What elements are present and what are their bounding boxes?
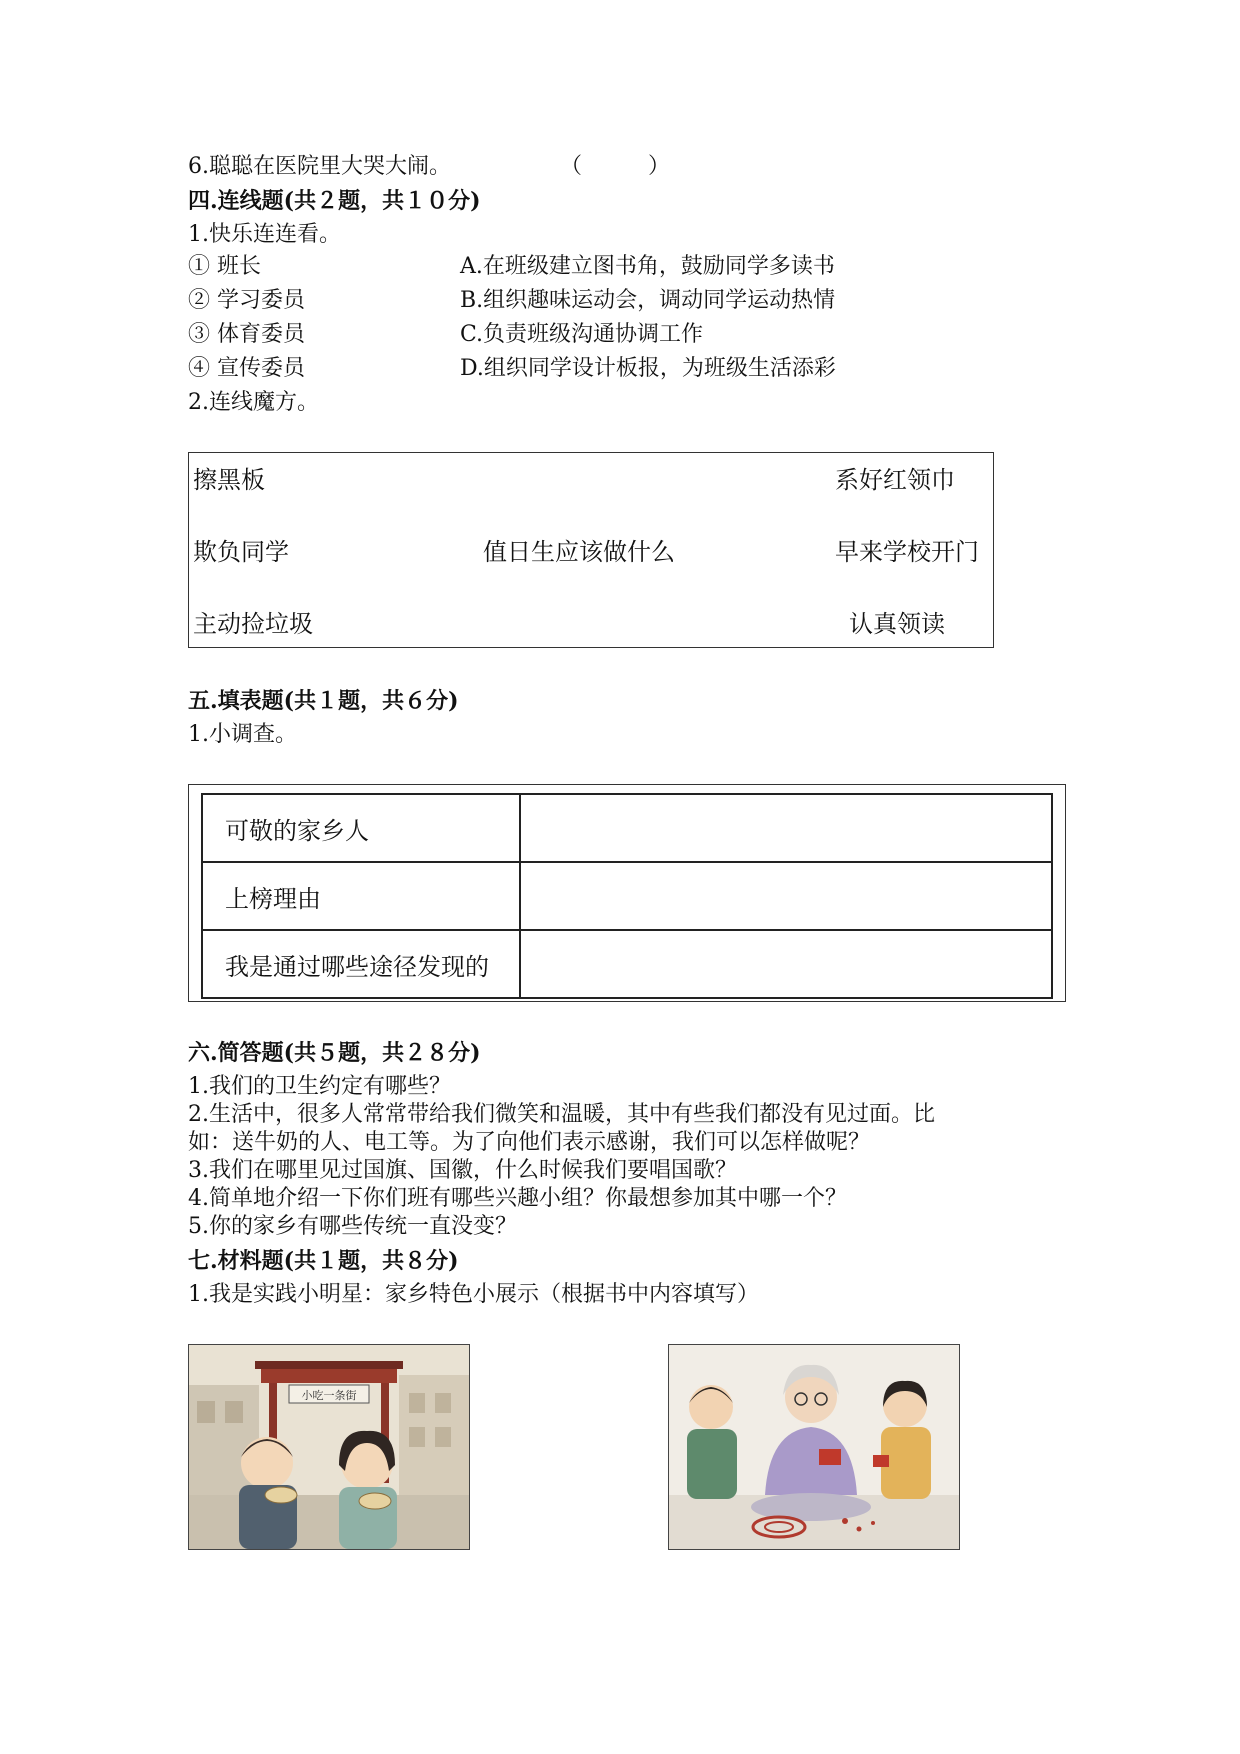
survey-table-frame bbox=[188, 784, 1066, 1002]
survey-row-label: 我是通过哪些途径发现的 bbox=[202, 930, 520, 998]
puzzle-right-item[interactable]: 系好红领巾 bbox=[835, 466, 955, 494]
survey-answer-cell[interactable] bbox=[520, 794, 1052, 862]
matching-puzzle-box bbox=[188, 452, 994, 648]
short-answer-question-cont: 如：送牛奶的人、电工等。为了向他们表示感谢，我们可以怎样做呢？ bbox=[188, 1130, 871, 1155]
survey-row-label: 可敬的家乡人 bbox=[202, 794, 520, 862]
answer-parentheses[interactable]: （ ） bbox=[560, 154, 671, 179]
puzzle-left-item[interactable]: 欺负同学 bbox=[193, 538, 289, 566]
short-answer-question: 5.你的家乡有哪些传统一直没变？ bbox=[188, 1214, 517, 1239]
short-answer-question: 2.生活中，很多人常常带给我们微笑和温暖，其中有些我们都没有见过面。比 bbox=[188, 1102, 935, 1127]
question-7-1-prompt: 1.我是实践小明星：家乡特色小展示（根据书中内容填写） bbox=[188, 1282, 759, 1307]
survey-table bbox=[201, 793, 1053, 999]
match-left-item: ② 学习委员 bbox=[188, 288, 305, 313]
section-4-heading: 四.连线题(共２题，共１０分) bbox=[188, 188, 481, 214]
short-answer-question: 4.简单地介绍一下你们班有哪些兴趣小组？你最想参加其中哪一个？ bbox=[188, 1186, 847, 1211]
match-left-item: ④ 宣传委员 bbox=[188, 356, 305, 381]
question-4-2-prompt: 2.连线魔方。 bbox=[188, 390, 319, 415]
table-row bbox=[202, 862, 1052, 930]
paper-cutting-illustration bbox=[668, 1344, 960, 1550]
survey-answer-cell[interactable] bbox=[520, 862, 1052, 930]
question-3-6: 6.聪聪在医院里大哭大闹。 bbox=[188, 154, 451, 179]
section-6-heading: 六.简答题(共５题，共２８分) bbox=[188, 1040, 481, 1066]
survey-answer-cell[interactable] bbox=[520, 930, 1052, 998]
gate-sign: 小吃一条街 bbox=[301, 1389, 357, 1402]
section-7-heading: 七.材料题(共１题，共８分) bbox=[188, 1248, 459, 1274]
paper-cutting-drawing bbox=[669, 1345, 959, 1549]
snack-street-illustration bbox=[188, 1344, 470, 1550]
puzzle-right-item[interactable]: 认真领读 bbox=[849, 610, 945, 638]
puzzle-center-item[interactable]: 值日生应该做什么 bbox=[483, 538, 675, 566]
section-5-heading: 五.填表题(共１题，共６分) bbox=[188, 688, 459, 714]
match-right-item: B.组织趣味运动会，调动同学运动热情 bbox=[460, 288, 836, 313]
question-4-1-prompt: 1.快乐连连看。 bbox=[188, 222, 341, 247]
puzzle-right-item[interactable]: 早来学校开门 bbox=[835, 538, 979, 566]
table-row bbox=[202, 930, 1052, 998]
match-right-item: D.组织同学设计板报，为班级生活添彩 bbox=[460, 356, 836, 381]
table-row bbox=[202, 794, 1052, 862]
puzzle-left-item[interactable]: 主动捡垃圾 bbox=[193, 610, 313, 638]
survey-row-label: 上榜理由 bbox=[202, 862, 520, 930]
match-left-item: ① 班长 bbox=[188, 254, 261, 279]
question-5-1-prompt: 1.小调查。 bbox=[188, 722, 297, 747]
match-right-item: C.负责班级沟通协调工作 bbox=[460, 322, 704, 347]
short-answer-question: 3.我们在哪里见过国旗、国徽，什么时候我们要唱国歌？ bbox=[188, 1158, 737, 1183]
puzzle-left-item[interactable]: 擦黑板 bbox=[193, 466, 265, 494]
snack-street-drawing bbox=[189, 1345, 469, 1549]
match-left-item: ③ 体育委员 bbox=[188, 322, 305, 347]
short-answer-question: 1.我们的卫生约定有哪些？ bbox=[188, 1074, 451, 1099]
match-right-item: A.在班级建立图书角，鼓励同学多读书 bbox=[460, 254, 835, 279]
